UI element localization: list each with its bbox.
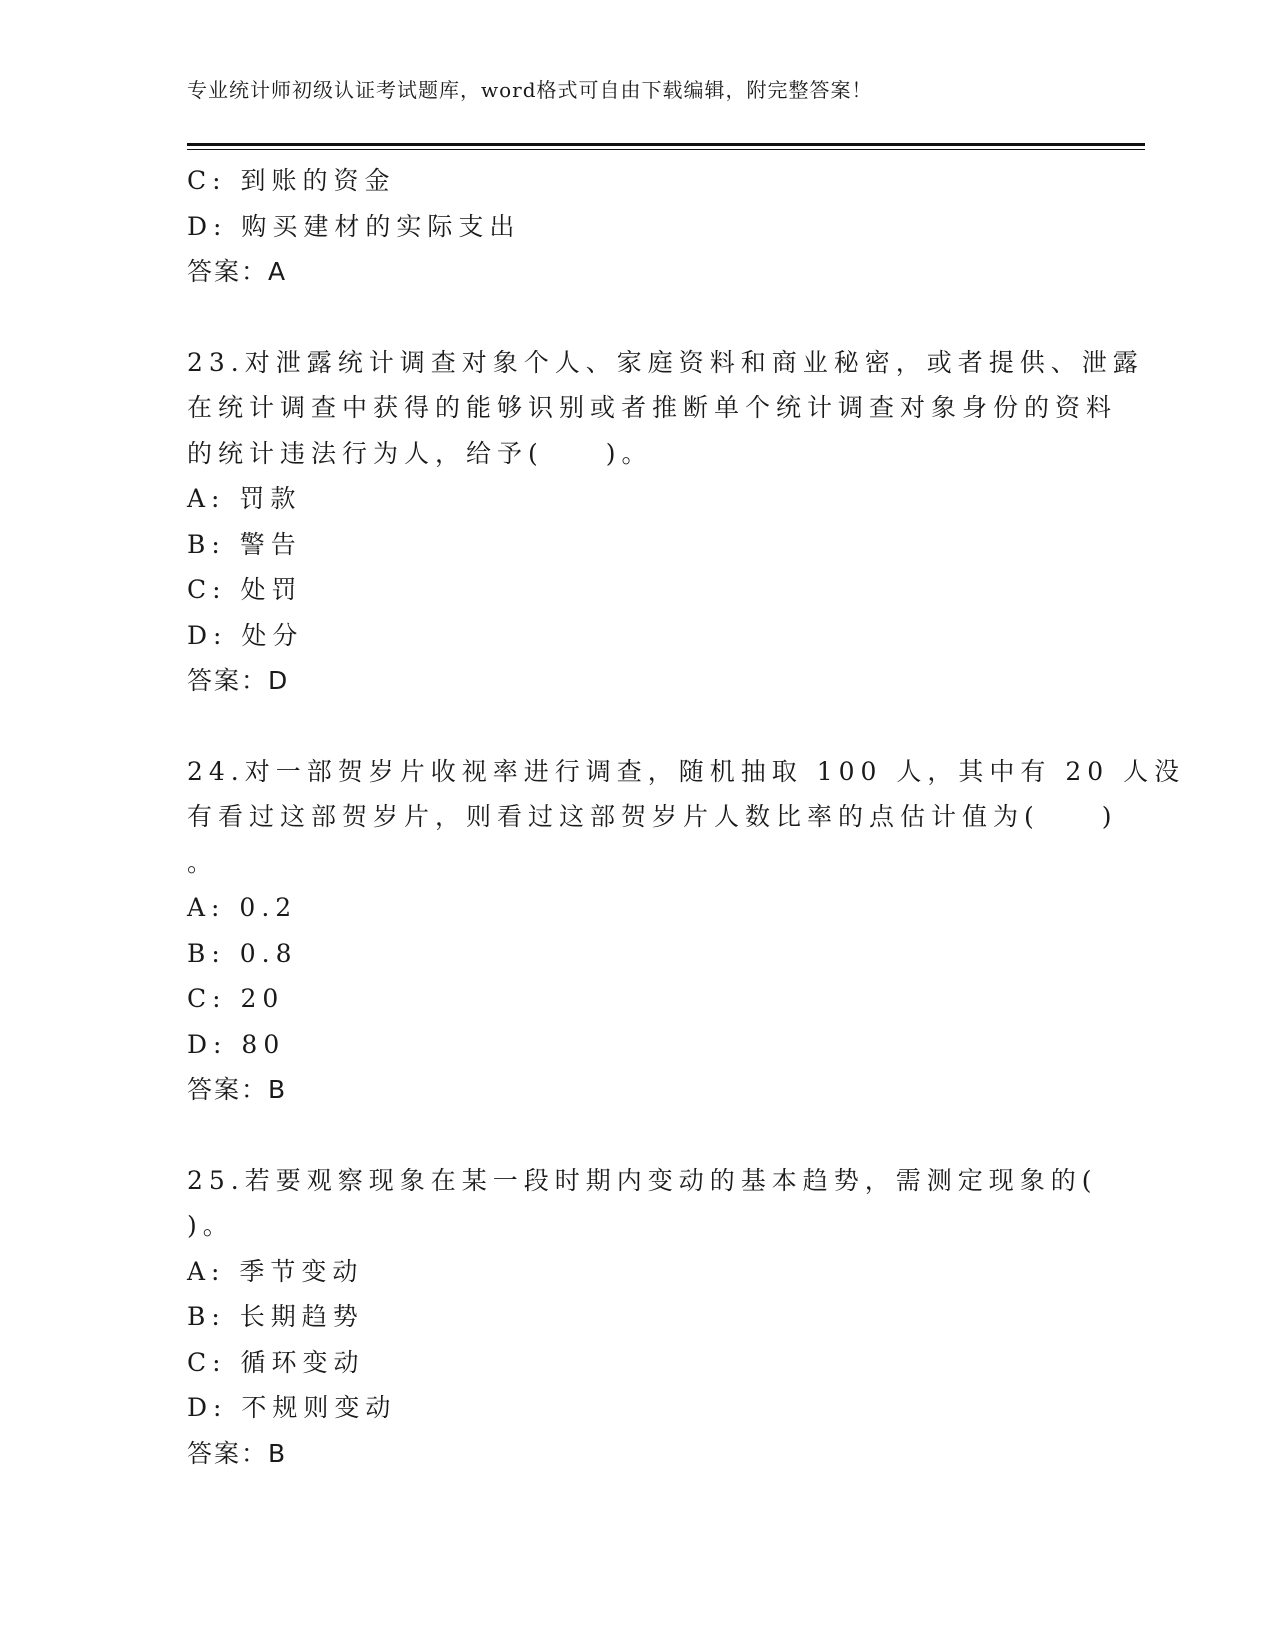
header-rule-thin [187,149,1145,150]
question-text: 24.对一部贺岁片收视率进行调查，随机抽取 100 人，其中有 20 人没 [187,756,1186,786]
question-text: )。 [187,1211,234,1240]
option-b: B: 长期趋势 [187,1302,364,1331]
option-c: C: 循环变动 [187,1347,365,1377]
question-23 [187,340,1144,704]
option-a: A: 罚款 [187,484,302,513]
question-text: 25.若要观察现象在某一段时期内变动的基本趋势，需测定现象的( [187,1165,1098,1195]
answer: 答案：B [187,1075,288,1104]
question-25 [187,1158,1098,1477]
question-content [187,158,1186,1476]
option-c: C: 处罚 [187,575,303,604]
question-text: 有看过这部贺岁片，则看过这部贺岁片人数比率的点估计值为( ) [187,802,1118,831]
header-rule-thick [187,143,1145,146]
option-b: B: 0.8 [187,938,298,968]
question-text: 。 [187,847,219,877]
answer: 答案：B [187,1438,288,1468]
option-d: D: 购买建材的实际支出 [187,211,521,241]
page-header: 专业统计师初级认证考试题库，word格式可自由下载编辑，附完整答案！ [187,78,873,102]
question-24 [187,749,1186,1113]
option-d: D: 不规则变动 [187,1393,397,1422]
question-text: 在统计调查中获得的能够识别或者推断单个统计调查对象身份的资料 [187,393,1118,422]
option-a: A: 季节变动 [187,1256,364,1286]
option-d: D: 80 [187,1029,286,1059]
option-d: D: 处分 [187,620,304,650]
question-22-continuation [187,158,1087,295]
question-text: 23.对泄露统计调查对象个人、家庭资料和商业秘密，或者提供、泄露 [187,347,1144,377]
option-c: C: 20 [187,984,285,1013]
option-c: C: 到账的资金 [187,166,396,195]
question-text: 的统计违法行为人，给予( )。 [187,438,653,468]
answer: 答案：D [187,666,290,695]
answer: 答案：A [187,257,288,286]
option-a: A: 0.2 [187,893,298,922]
option-b: B: 警告 [187,529,302,559]
